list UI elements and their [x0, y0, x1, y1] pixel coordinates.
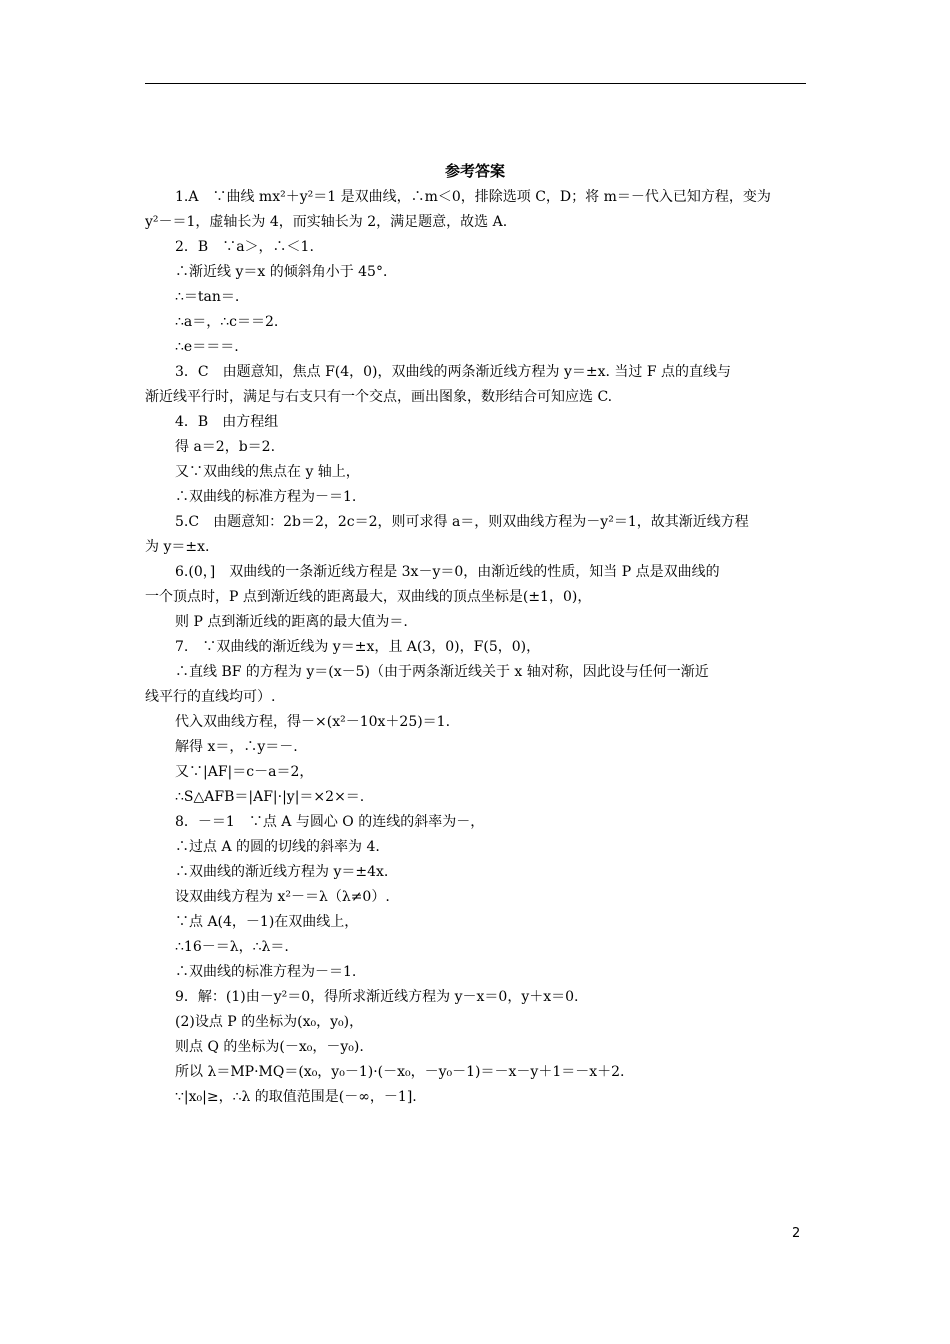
answer-line: ∴S△AFB＝|AF|·|y|＝×2×＝.: [175, 789, 365, 805]
answer-line: 得 a＝2，b＝2.: [175, 439, 276, 455]
section-title: 参考答案: [444, 162, 505, 180]
answer-line: 渐近线平行时，满足与右支只有一个交点，画出图象，数形结合可知应选 C.: [145, 389, 613, 405]
answer-line: ∴双曲线的渐近线方程为 y＝±4x.: [175, 864, 389, 880]
answer-line: y²－＝1，虚轴长为 4，而实轴长为 2，满足题意，故选 A.: [145, 214, 508, 230]
answer-line: ∵|x₀|≥，∴λ 的取值范围是(－∞，－1].: [175, 1089, 417, 1105]
answer-line: ∴直线 BF 的方程为 y＝(x－5)（由于两条渐近线关于 x 轴对称，因此设与任何一渐近: [175, 664, 709, 680]
answer-line: 又∵双曲线的焦点在 y 轴上，: [175, 464, 360, 480]
answer-line: ∴16－＝λ，∴λ＝.: [175, 939, 289, 955]
answer-body: [145, 185, 807, 1110]
answer-line: 则点 Q 的坐标为(－x₀，－y₀).: [175, 1039, 364, 1055]
answer-line: 代入双曲线方程，得－×(x²－10x＋25)＝1.: [175, 714, 451, 730]
page-number: 2: [792, 1226, 801, 1241]
answer-line: ∴双曲线的标准方程为－＝1.: [175, 489, 357, 505]
answer-line: 线平行的直线均可）.: [145, 689, 276, 705]
answer-line: 则 P 点到渐近线的距离的最大值为＝.: [175, 614, 408, 630]
answer-line: 3．C 由题意知，焦点 F(4，0)，双曲线的两条渐近线方程为 y＝±x. 当过 F 点的直线与: [175, 364, 732, 380]
answer-line: 5.C 由题意知：2b＝2，2c＝2，则可求得 a＝，则双曲线方程为－y²＝1，故其渐近线方程: [175, 514, 749, 530]
answer-line: 2．B ∵a＞，∴＜1.: [175, 239, 314, 255]
answer-line: 6.(0，] 双曲线的一条渐近线方程是 3x－y＝0，由渐近线的性质，知当 P 点是双曲线的: [175, 564, 720, 580]
answer-line: ∴a＝，∴c＝＝2.: [175, 314, 279, 330]
answer-line: ∴e＝＝＝.: [175, 339, 239, 355]
answer-line: 一个顶点时，P 点到渐近线的距离最大，双曲线的顶点坐标是(±1，0)，: [145, 589, 592, 605]
answer-line: (2)设点 P 的坐标为(x₀，y₀)，: [175, 1014, 364, 1030]
header-rule: [145, 83, 806, 84]
answer-line: ∵点 A(4，－1)在双曲线上，: [175, 914, 359, 930]
answer-line: 解得 x＝，∴y＝－.: [175, 739, 298, 755]
answer-line: 1.A ∵曲线 mx²＋y²＝1 是双曲线，∴m＜0，排除选项 C，D；将 m＝－代入已知方程，变为: [175, 189, 771, 205]
answer-line: ∴＝tan＝.: [175, 289, 240, 305]
answer-line: 设双曲线方程为 x²－＝λ（λ≠0）.: [175, 889, 390, 905]
answer-line: 为 y＝±x.: [145, 539, 210, 555]
answer-line: ∴双曲线的标准方程为－＝1.: [175, 964, 357, 980]
answer-line: ∴渐近线 y＝x 的倾斜角小于 45°．: [175, 264, 397, 280]
answer-line: ∴过点 A 的圆的切线的斜率为 4.: [175, 839, 380, 855]
answer-line: 7. ∵双曲线的渐近线为 y＝±x，且 A(3，0)，F(5，0)，: [175, 639, 541, 655]
answer-line: 又∵|AF|＝c－a＝2，: [175, 764, 314, 780]
answer-line: 8．－＝1 ∵点 A 与圆心 O 的连线的斜率为－，: [175, 814, 485, 830]
answer-line: 9．解：(1)由－y²＝0，得所求渐近线方程为 y－x＝0，y＋x＝0.: [175, 989, 579, 1005]
answer-line: 4．B 由方程组: [175, 414, 279, 430]
answer-line: 所以 λ＝MP·MQ＝(x₀，y₀－1)·(－x₀，－y₀－1)＝－x－y＋1＝－x＋2.: [175, 1064, 625, 1080]
